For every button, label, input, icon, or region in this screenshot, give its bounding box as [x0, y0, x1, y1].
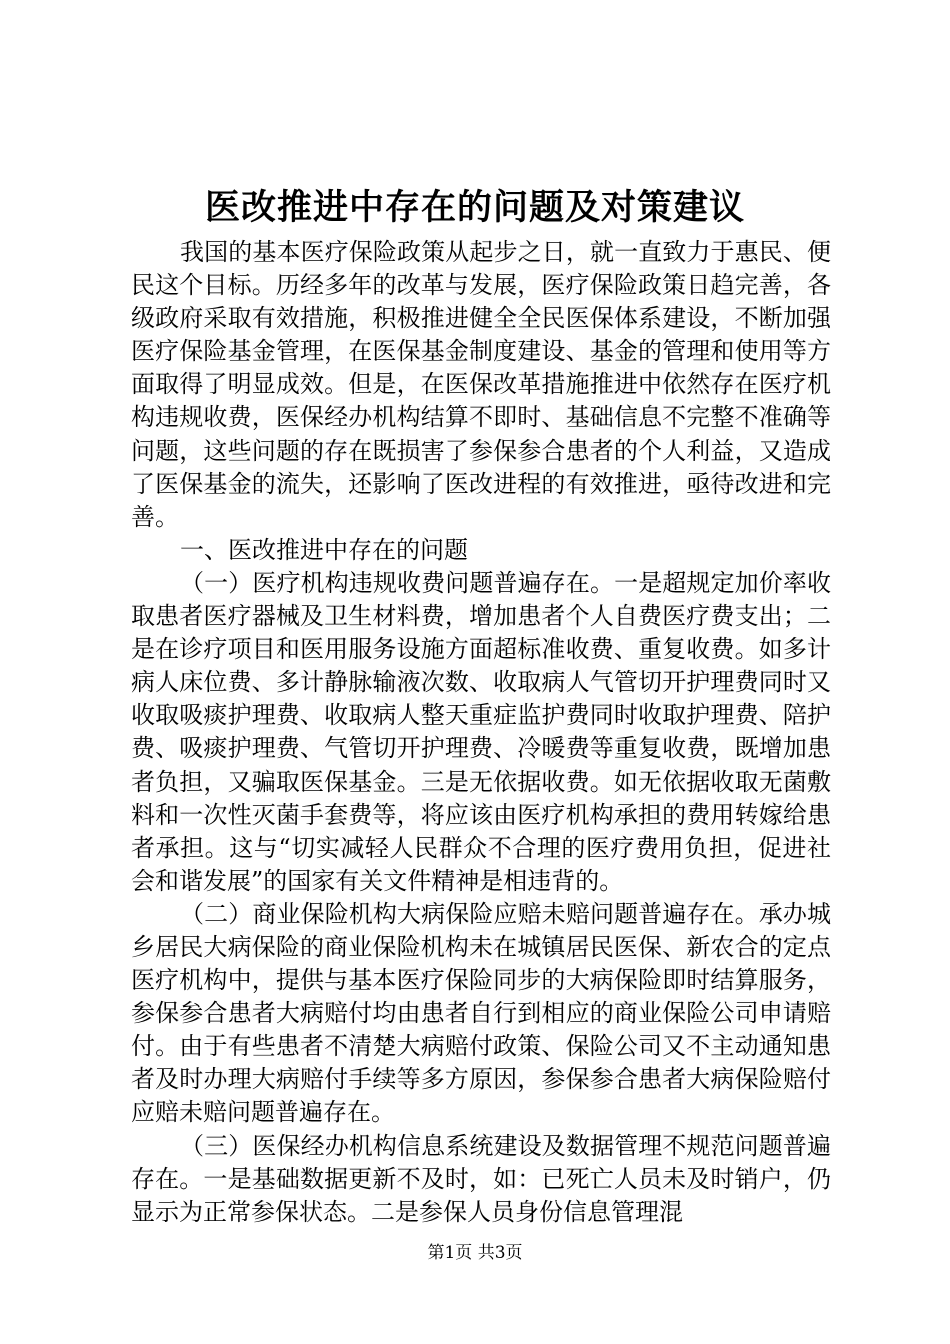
- section-heading: 一、医改推进中存在的问题: [180, 535, 468, 564]
- intro-paragraph: 我国的基本医疗保险政策从起步之日，就一直致力于惠民、便民这个目标。历经多年的改革与发展，医疗保险政策日趋完善，各级政府采取有效措施，积极推进健全全民医保体系建设，不断加强医疗保险基金管理，在医保基金制度建设、基金的管理和使用等方面取得了明显成效。但是，在医保改革措施推进中依然存在医疗机构违规收费，医保经办机构结算不即时、基础信息不完整不准确等问题，这些问题的存在既损害了参保参合患者的个人利益，又造成了医保基金的流失，还影响了医改进程的有效推进，亟待改进和完善。: [131, 238, 831, 531]
- document-title: 医改推进中存在的问题及对策建议: [204, 187, 745, 228]
- document-body: [131, 236, 831, 1229]
- point-paragraph-2: （二）商业保险机构大病保险应赔未赔问题普遍存在。承办城乡居民大病保险的商业保险机构未在城镇居民医保、新农合的定点医疗机构中，提供与基本医疗保险同步的大病保险即时结算服务，参保参合患者大病赔付均由患者自行到相应的商业保险公司申请赔付。由于有些患者不清楚大病赔付政策、保险公司又不主动通知患者及时办理大病赔付手续等多方原因，参保参合患者大病保险赔付应赔未赔问题普遍存在。: [131, 899, 831, 1127]
- point-paragraph-3: （三）医保经办机构信息系统建设及数据管理不规范问题普遍存在。一是基础数据更新不及时，如：已死亡人员未及时销户，仍显示为正常参保状态。二是参保人员身份信息管理混: [131, 1131, 831, 1226]
- point-paragraph-1: （一）医疗机构违规收费问题普遍存在。一是超规定加价率收取患者医疗器械及卫生材料费，增加患者个人自费医疗费支出；二是在诊疗项目和医用服务设施方面超标准收费、重复收费。如多计病人床位费、多计静脉输液次数、收取病人气管切开护理费同时又收取吸痰护理费、收取病人整天重症监护费同时收取护理费、陪护费、吸痰护理费、气管切开护理费、冷暖费等重复收费，既增加患者负担，又骗取医保基金。三是无依据收费。如无依据收取无菌敷料和一次性灭菌手套费等，将应该由医疗机构承担的费用转嫁给患者承担。这与“切实减轻人民群众不合理的医疗费用负担，促进社会和谐发展”的国家有关文件精神是相违背的。: [131, 568, 831, 895]
- page-footer: 第1页 共3页: [427, 1243, 523, 1263]
